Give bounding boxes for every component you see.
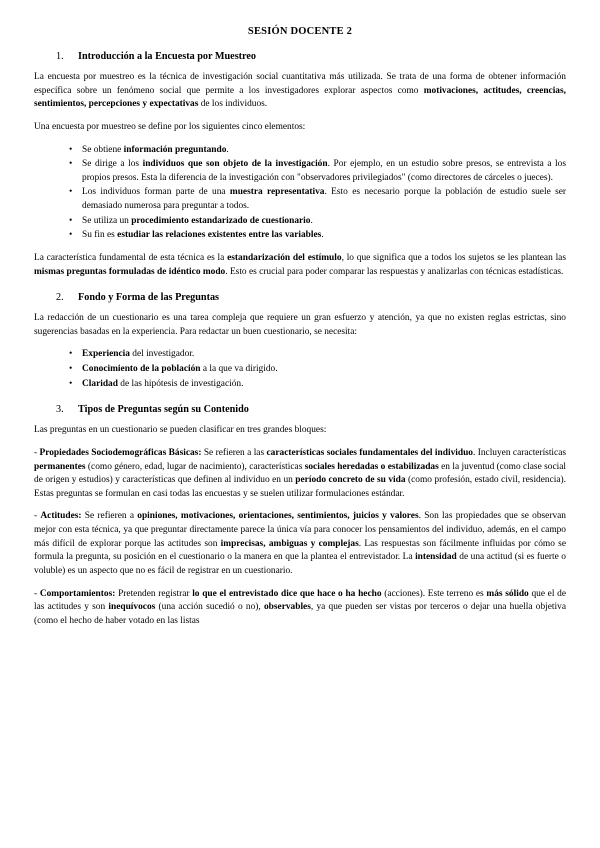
section-heading-3-text: Tipos de Preguntas según su Contenido bbox=[78, 404, 249, 416]
paragraph-redaccion-cuestionario: La redacción de un cuestionario es una tarea compleja que requiere un gran esfuerzo y atención, ya que no existen reglas estrictas, sino sugerencias basadas en la experiencia. Para redactar un buen cuestionario, se necesita: bbox=[34, 313, 566, 337]
section-heading-2-number: 2. bbox=[56, 292, 64, 304]
paragraph-encuesta-definicion: La encuesta por muestreo es la técnica de investigación social cuantitativa más utilizada. Se trata de una forma de obtener información específica sobre un fenómeno social que permite a los investigadores explorar aspectos como motivaciones, actitudes, creencias, sentimientos, percepciones y expectativas de los individuos. bbox=[34, 72, 566, 110]
section-heading-2-text: Fondo y Forma de las Preguntas bbox=[78, 292, 220, 304]
page-title: SESIÓN DOCENTE 2 bbox=[247, 26, 353, 37]
list-cinco-elementos bbox=[34, 144, 566, 243]
block-actitudes: - Actitudes: Se refieren a opiniones, motivaciones, orientaciones, sentimientos, juicios y valores. Son las propiedades que se observan mejor con esta técnica, ya que preguntar directamente parece la única vía para conocer los pensamientos del individuo, además, en el campo más difícil de explorar porque las actitudes son imprecisas, ambiguas y complejas. Las respuestas son fácilmente influidas por cómo se formula la pregunta, su posición en el cuestionario o la manera en que la plantea el entrevistador. La intensidad de una actitud (si es fuerte o voluble) es un aspecto que no es fácil de registrar en un cuestionario. bbox=[34, 511, 566, 576]
section-heading-2 bbox=[34, 292, 566, 303]
list-item: • Se utiliza un procedimiento estandarizado de cuestionario. bbox=[82, 215, 566, 229]
list-item: • Se dirige a los individuos que son objeto de la investigación. Por ejemplo, en un estudio sobre presos, se entrevista a los propios presos. Esta la diferencia de la investigación con "observadores privilegiados" (como directores de cárceles o jueces). bbox=[82, 158, 566, 185]
section-heading-3-number: 3. bbox=[56, 404, 64, 416]
document-body bbox=[34, 51, 566, 628]
section-heading-1-text: Introducción a la Encuesta por Muestreo bbox=[78, 51, 257, 62]
section-heading-1 bbox=[34, 51, 566, 62]
list-item: • Se obtiene información preguntando. bbox=[82, 144, 566, 158]
list-requisitos-cuestionario bbox=[34, 348, 566, 391]
block-comportamientos: - Comportamientos: Pretenden registrar lo que el entrevistado dice que hace o ha hecho (acciones). Este terreno es más sólido que el de las actitudes y son inequívocos (una acción sucedió o no), observables, ya que pueden ser vistas por terceros o dejar una huella objetiva (como el hecho de haber votado en las listas bbox=[34, 588, 567, 626]
list-item: • Conocimiento de la población a la que va dirigido. bbox=[82, 363, 566, 377]
paragraph-cinco-elementos: Una encuesta por muestreo se define por los siguientes cinco elementos: bbox=[34, 121, 306, 132]
list-item: • Claridad de las hipótesis de investigación. bbox=[82, 378, 566, 392]
paragraph-estandarizacion: La característica fundamental de esta técnica es la estandarización del estímulo, lo que significa que a todos los sujetos se les plantean las mismas preguntas formuladas de idéntico modo. Esto es crucial para poder comparar las respuestas y analizarlas con técnicas estadísticas. bbox=[34, 252, 566, 277]
section-heading-3 bbox=[34, 404, 566, 415]
list-item: • Los individuos forman parte de una muestra representativa. Esto es necesario porque la población de estudio suele ser demasiado numerosa para preguntar a todos. bbox=[82, 186, 566, 213]
section-heading-1-number: 1. bbox=[56, 51, 64, 62]
block-propiedades-sociodemograficas: - Propiedades Sociodemográficas Básicas: Se refieren a las características sociales fundamentales del individuo. Incluyen características permanentes (como género, edad, lugar de nacimiento), características sociales heredadas o estabilizadas en la juventud (como clase social de origen y estudios) y características que definen al individuo en un período concreto de su vida (como profesión, estado civil, residencia). Estas preguntas se formulan en casi todas las encuestas y se suelen utilizar formulaciones estándar. bbox=[34, 447, 567, 499]
list-item: • Su fin es estudiar las relaciones existentes entre las variables. bbox=[82, 229, 566, 243]
list-item: • Experiencia del investigador. bbox=[82, 348, 566, 362]
paragraph-tres-bloques: Las preguntas en un cuestionario se pueden clasificar en tres grandes bloques: bbox=[34, 425, 327, 436]
